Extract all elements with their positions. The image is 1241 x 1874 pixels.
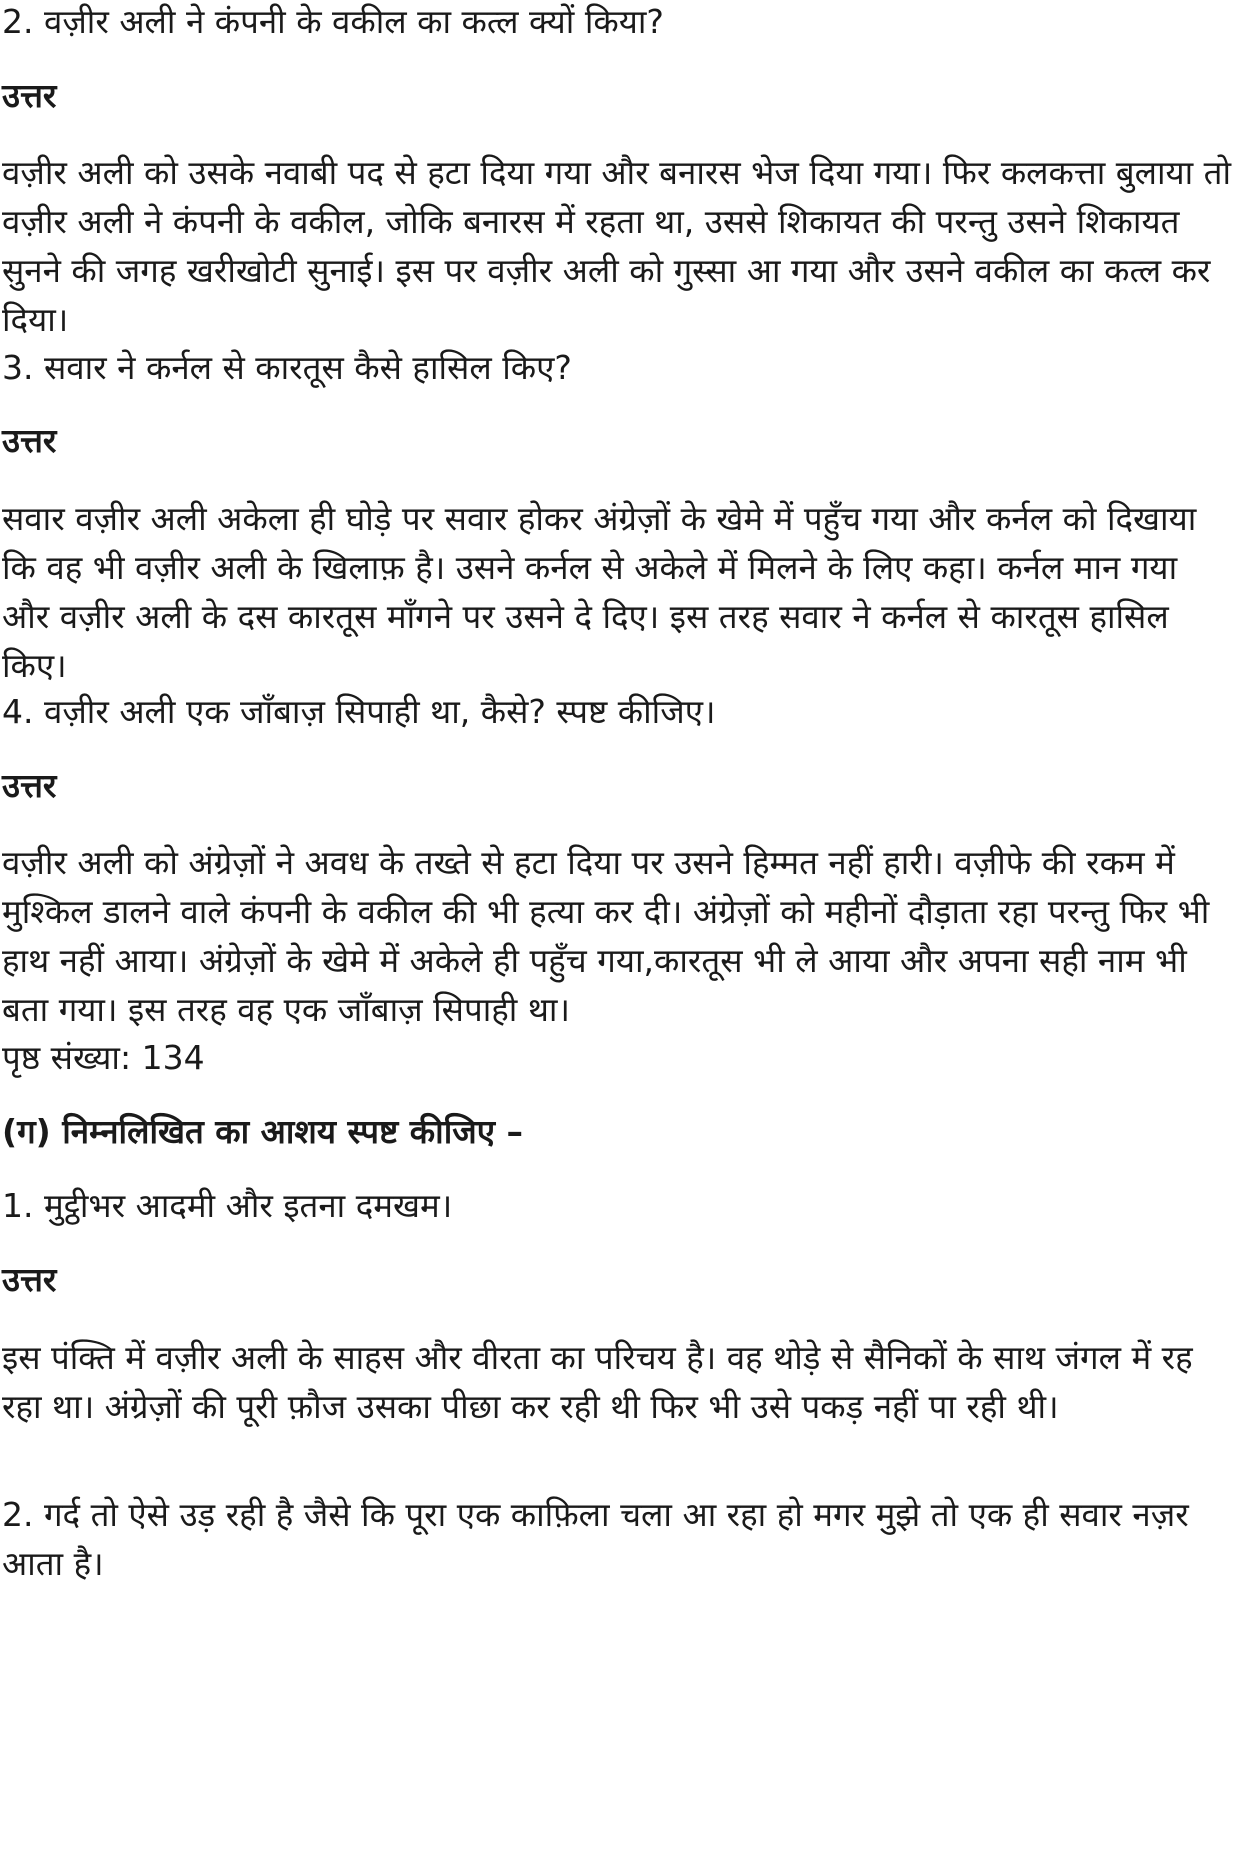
answer-label-3: उत्तर (2, 421, 57, 460)
statement-1: 1. मुट्ठीभर आदमी और इतना दमखम। (2, 1186, 453, 1225)
answer-2-text: वज़ीर अली को उसके नवाबी पद से हटा दिया गया और बनारस भेज दिया गया। फिर कलकत्ता बुलाया तो वज़ीर अली ने कंपनी के वकील, जोकि बनारस में रहता था, उससे शिकायत की परन्तु उसने शिकायत सुनने की जगह खरीखोटी सुनाई। इस पर वज़ीर अली को गुस्सा आ गया और उसने वकील का कत्ल कर दिया। (2, 153, 1232, 339)
answer-label-2: उत्तर (2, 76, 57, 115)
section-heading: (ग) निम्नलिखित का आशय स्पष्ट कीजिए – (2, 1112, 523, 1151)
statement-2: 2. गर्द तो ऐसे उड़ रही है जैसे कि पूरा एक काफ़िला चला आ रहा हो मगर मुझे तो एक ही सवार नज़र आता है। (2, 1495, 1189, 1583)
question-4: 4. वज़ीर अली एक जाँबाज़ सिपाही था, कैसे? स्पष्ट कीजिए। (2, 692, 716, 731)
answer-4-text: वज़ीर अली को अंग्रेज़ों ने अवध के तख्ते से हटा दिया पर उसने हिम्मत नहीं हारी। वज़ीफे की रकम में मुश्किल डालने वाले कंपनी के वकील की भी हत्या कर दी। अंग्रेज़ों को महीनों दौड़ाता रहा परन्तु फिर भी हाथ नहीं आया। अंग्रेज़ों के खेमे में अकेले ही पहुँच गया,कारतूस भी ले आया और अपना सही नाम भी बता गया। इस तरह वह एक जाँबाज़ सिपाही था। (2, 843, 1210, 1029)
question-2: 2. वज़ीर अली ने कंपनी के वकील का कत्ल क्यों किया? (2, 2, 664, 41)
question-3: 3. सवार ने कर्नल से कारतूस कैसे हासिल किए? (2, 348, 572, 387)
answer-3-text: सवार वज़ीर अली अकेला ही घोड़े पर सवार होकर अंग्रेज़ों के खेमे में पहुँच गया और कर्नल को दिखाया कि वह भी वज़ीर अली के खिलाफ़ है। उसने कर्नल से अकेले में मिलने के लिए कहा। कर्नल मान गया और वज़ीर अली के दस कारतूस माँगने पर उसने दे दिए। इस तरह सवार ने कर्नल से कारतूस हासिल किए। (2, 499, 1197, 685)
statement-1-answer: इस पंक्ति में वज़ीर अली के साहस और वीरता का परिचय है। वह थोड़े से सैनिकों के साथ जंगल में रह रहा था। अंग्रेज़ों की पूरी फ़ौज उसका पीछा कर रही थी फिर भी उसे पकड़ नहीं पा रही थी। (2, 1338, 1193, 1426)
answer-label-4: उत्तर (2, 766, 57, 805)
answer-label-s1: उत्तर (2, 1260, 57, 1299)
page-number: पृष्ठ संख्या: 134 (2, 1038, 205, 1077)
